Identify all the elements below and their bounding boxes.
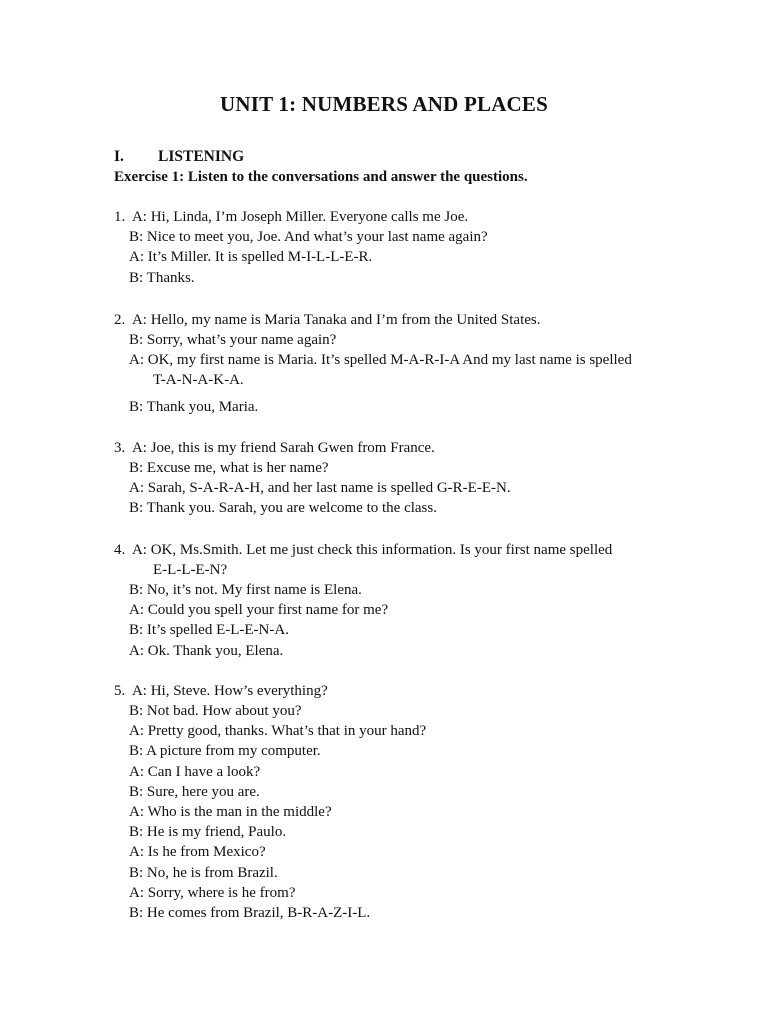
dialogue-4: [114, 540, 678, 661]
dialogue-line: [114, 207, 678, 227]
dialogue-3: [114, 438, 678, 519]
line-continuation: T-A-N-A-K-A.: [153, 372, 244, 389]
dialogue-line: B: Nice to meet you, Joe. And what’s your last name again?: [129, 229, 488, 246]
dialogue-line: B: He is my friend, Paulo.: [129, 824, 287, 841]
line-text: A: Joe, this is my friend Sarah Gwen from France.: [131, 439, 435, 456]
line-text: A: OK, Ms.Smith. Let me just check this information. Is your first name spelled: [131, 541, 613, 558]
dialogue-5: [114, 681, 678, 923]
line-text: A: Hi, Steve. How’s everything?: [131, 682, 328, 699]
dialogue-list: [114, 207, 678, 923]
dialogue-line: B: Thank you. Sarah, you are welcome to the class.: [129, 500, 437, 517]
dialogue-line: B: It’s spelled E-L-E-N-A.: [129, 622, 289, 639]
dialogue-line: [114, 681, 678, 701]
section-heading: [114, 148, 244, 166]
dialogue-line: [114, 540, 678, 580]
dialogue-line: [114, 350, 678, 390]
dialogue-number: 2.: [114, 311, 126, 328]
page-title: UNIT 1: NUMBERS AND PLACES: [219, 92, 549, 116]
dialogue-line: B: Excuse me, what is her name?: [129, 460, 329, 477]
dialogue-line: B: Not bad. How about you?: [129, 703, 302, 720]
section-number: I.: [114, 148, 124, 165]
dialogue-line: A: Pretty good, thanks. What’s that in your hand?: [129, 723, 427, 740]
dialogue-line: B: No, it’s not. My first name is Elena.: [129, 582, 362, 599]
dialogue-line: B: Thank you, Maria.: [129, 398, 259, 415]
dialogue-line: B: Thanks.: [129, 269, 195, 286]
dialogue-number: 4.: [114, 541, 126, 558]
dialogue-2: [114, 310, 678, 417]
dialogue-line: A: Sarah, S-A-R-A-H, and her last name is spelled G-R-E-E-N.: [129, 480, 511, 497]
dialogue-line: A: Who is the man in the middle?: [129, 804, 332, 821]
dialogue-line: B: Sure, here you are.: [129, 783, 260, 800]
line-text: A: Hello, my name is Maria Tanaka and I’m from the United States.: [131, 311, 541, 328]
dialogue-line: A: Could you spell your first name for me?: [129, 602, 389, 619]
dialogue-line: A: Is he from Mexico?: [129, 844, 266, 861]
dialogue-number: 3.: [114, 439, 126, 456]
dialogue-line: A: Can I have a look?: [129, 763, 261, 780]
dialogue-line: B: No, he is from Brazil.: [129, 864, 278, 881]
dialogue-number: 1.: [114, 209, 126, 225]
dialogue-line: A: It’s Miller. It is spelled M-I-L-L-E-R.: [129, 249, 373, 266]
line-text: A: OK, my first name is Maria. It’s spelled M-A-R-I-A And my last name is spelled: [129, 352, 632, 369]
dialogue-line: A: Sorry, where is he from?: [129, 884, 296, 901]
section-title: LISTENING: [158, 148, 245, 165]
dialogue-line: [114, 310, 678, 330]
dialogue-line: B: A picture from my computer.: [129, 743, 321, 760]
dialogue-line: [114, 438, 678, 458]
exercise-instruction: Exercise 1: Listen to the conversations and answer the questions.: [114, 169, 528, 185]
dialogue-line: B: He comes from Brazil, B-R-A-Z-I-L.: [129, 905, 371, 922]
line-text: A: Hi, Linda, I’m Joseph Miller. Everyone calls me Joe.: [131, 209, 469, 225]
dialogue-line: A: Ok. Thank you, Elena.: [129, 642, 284, 659]
line-continuation: E-L-L-E-N?: [153, 561, 228, 578]
dialogue-1: [114, 207, 678, 288]
dialogue-line: B: Sorry, what’s your name again?: [129, 332, 337, 349]
dialogue-number: 5.: [114, 682, 126, 699]
